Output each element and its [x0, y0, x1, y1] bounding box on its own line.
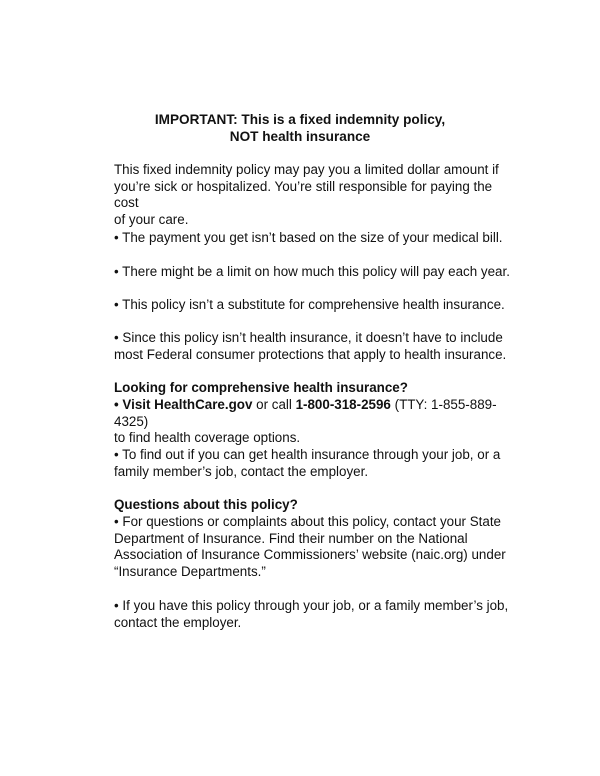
or-call-text: or call	[252, 397, 296, 412]
title-line-2: NOT health insurance	[229, 128, 371, 144]
tty-number: (TTY: 1-855-889-4325)	[114, 397, 497, 429]
intro-paragraph	[114, 162, 514, 228]
bullet-complaints	[114, 514, 506, 580]
title-line-1: IMPORTANT: This is a fixed indemnity policy,	[154, 112, 446, 127]
bullet-marker: •	[114, 397, 123, 412]
visit-line-2: to find health coverage options.	[114, 430, 301, 446]
bullet-substitute: • This policy isn’t a substitute for comprehensive health insurance.	[114, 297, 505, 312]
bullet-visit-healthcare	[114, 397, 514, 447]
intro-line-1: This fixed indemnity policy may pay you a limited dollar amount if	[114, 162, 499, 177]
bullet-protections	[114, 330, 506, 363]
bullet-protections-line-2: most Federal consumer protections that apply to health insurance.	[114, 346, 507, 362]
bullet-protections-line-1: • Since this policy isn’t health insurance, it doesn’t have to include	[114, 330, 503, 345]
bullet-payment: • The payment you get isn’t based on the size of your medical bill.	[114, 230, 503, 245]
looking-heading: Looking for comprehensive health insurance?	[114, 380, 408, 395]
intro-line-2: you’re sick or hospitalized. You’re still responsible for paying the cost	[114, 178, 493, 211]
healthcare-gov-link[interactable]: Visit HealthCare.gov	[122, 397, 253, 412]
complaints-line-4: “Insurance Departments.”	[114, 563, 266, 579]
bullet-limit: • There might be a limit on how much this policy will pay each year.	[114, 264, 510, 279]
complaints-line-1: • For questions or complaints about this policy, contact your State	[114, 514, 502, 529]
job-line-1: • To find out if you can get health insurance through your job, or a	[114, 447, 501, 462]
complaints-line-2: Department of Insurance. Find their number on the National	[114, 530, 468, 546]
intro-line-3: of your care.	[114, 211, 189, 227]
policyjob-line-1: • If you have this policy through your job, or a family member’s job,	[114, 598, 509, 613]
questions-heading: Questions about this policy?	[114, 497, 298, 512]
complaints-line-3: Association of Insurance Commissioners’ website (naic.org) under	[114, 547, 506, 563]
job-line-2: family member’s job, contact the employer.	[114, 463, 369, 479]
bullet-policy-through-job	[114, 598, 508, 631]
policyjob-line-2: contact the employer.	[114, 614, 242, 630]
phone-number: 1-800-318-2596	[295, 397, 391, 412]
page-title	[114, 112, 486, 146]
bullet-employer-insurance	[114, 447, 500, 480]
